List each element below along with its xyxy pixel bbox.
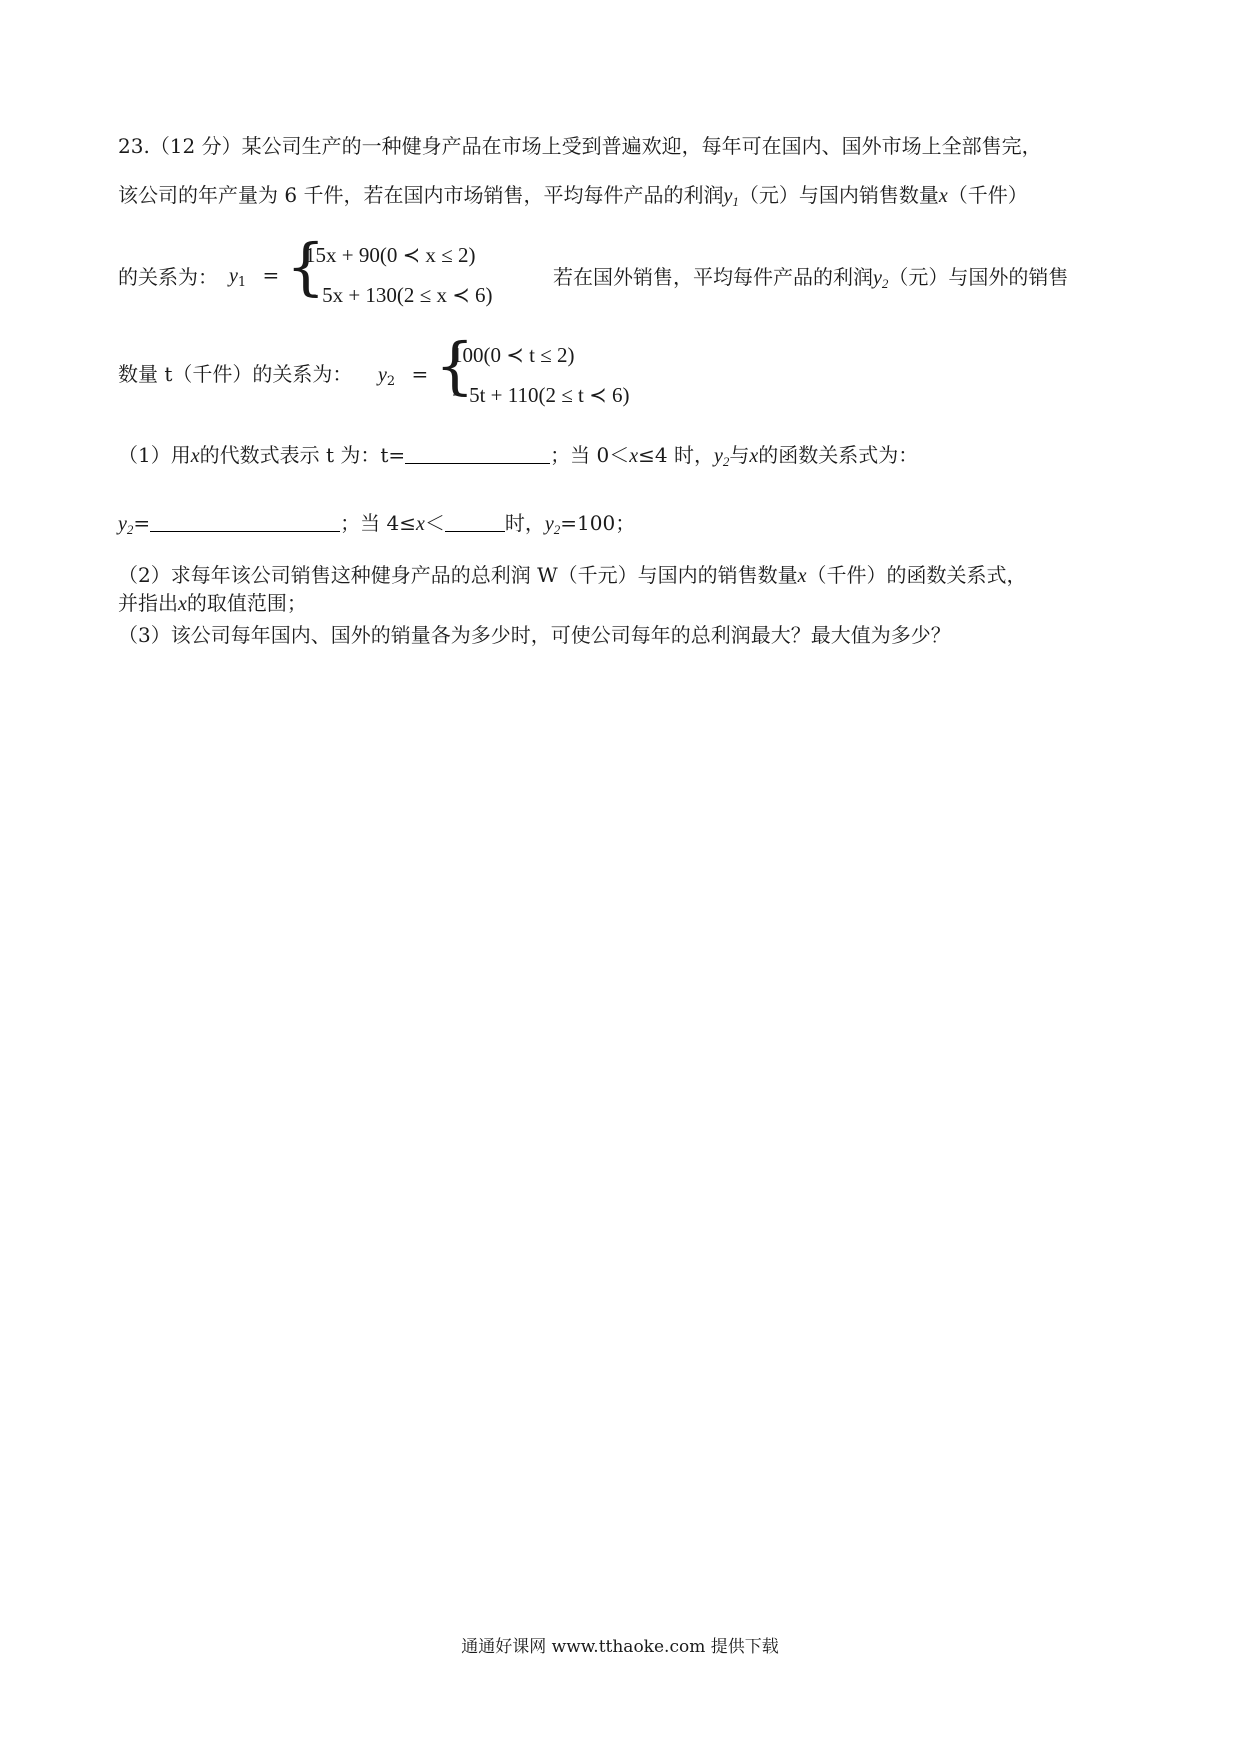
math-var: x — [629, 445, 639, 467]
question-text: 数量 t（千件）的关系为： — [118, 362, 353, 386]
part-text: （3）该公司每年国内、国外的销量各为多少时，可使公司每年的总利润最大？最大值为多少？ — [118, 623, 951, 647]
part-text: ＜ — [424, 511, 445, 535]
part1-line-2 — [118, 509, 635, 544]
part2-line-2 — [118, 589, 307, 618]
part3-line — [118, 621, 951, 649]
question-intro: 某公司生产的一种健身产品在市场上受到普遍欢迎，每年可在国内、国外市场上全部售完， — [241, 134, 1042, 158]
question-line-4 — [118, 360, 352, 388]
math-var: x — [190, 445, 200, 467]
question-text: 该公司的年产量为 6 千件，若在国内市场销售，平均每件产品的利润 — [118, 183, 724, 207]
y1-case-2: − 5x + 130(2 ≤ x ≺ 6) — [305, 283, 493, 307]
y2-case-1: 100(0 ≺ t ≤ 2) — [452, 343, 575, 367]
part-text: 时， — [504, 511, 545, 535]
question-line-2 — [118, 181, 1028, 216]
answer-blank-y2[interactable] — [150, 511, 340, 532]
question-line-3 — [118, 263, 218, 291]
page-footer: 通通好课网 www.tthaoke.com 提供下载 — [461, 1637, 779, 1657]
part-text: 与 — [729, 443, 750, 467]
question-text: 的关系为： — [118, 265, 218, 289]
part-text: 的代数式表示 t 为：t= — [199, 443, 406, 467]
answer-blank-t[interactable] — [405, 443, 550, 464]
y2-case-2: − 5t + 110(2 ≤ t ≺ 6) — [452, 383, 630, 407]
part-text: = — [133, 511, 151, 535]
part-text: （2）求每年该公司销售这种健身产品的总利润 W（千元）与国内的销售数量 — [118, 563, 798, 587]
part-text: 的函数关系式为： — [758, 443, 919, 467]
part-text: （千件）的函数关系式， — [806, 563, 1027, 587]
question-text: 若在国外销售，平均每件产品的利润 — [553, 265, 873, 289]
question-line-3-cont — [553, 263, 1068, 298]
part2-line-1 — [118, 561, 1027, 590]
y2-label: $y_2$ = — [378, 362, 429, 389]
math-var: x — [416, 513, 425, 535]
y1-label: $y_1$ = — [229, 263, 280, 290]
question-text: （元）与国外的销售 — [888, 265, 1069, 289]
math-var: $y_1$ — [723, 185, 739, 209]
math-var: x — [797, 565, 807, 587]
question-number: 23. — [118, 134, 150, 158]
math-var: $y_2$ — [714, 445, 730, 469]
math-var: $y_2$ — [544, 513, 561, 537]
math-var: x — [938, 185, 948, 207]
question-points: （12 分） — [149, 134, 242, 158]
question-text: （千件） — [947, 183, 1028, 207]
part1-line-1 — [118, 441, 918, 476]
question-line-1 — [118, 132, 1042, 160]
part-text: =100； — [560, 511, 636, 535]
math-var: x — [749, 445, 759, 467]
part-text: 的取值范围； — [186, 591, 307, 615]
part-text: 并指出 — [118, 591, 178, 615]
part-text: ≤4 时， — [638, 443, 714, 467]
brace-icon: { — [286, 230, 326, 303]
part-text: （1）用 — [118, 443, 191, 467]
answer-blank-range[interactable] — [445, 511, 505, 532]
math-var: x — [178, 593, 187, 615]
brace-icon: { — [435, 329, 475, 402]
part-text: ；当 0＜ — [550, 443, 630, 467]
part-text: ；当 4≤ — [340, 511, 416, 535]
question-text: （元）与国内销售数量 — [738, 183, 939, 207]
math-var: $y_2$ — [118, 513, 134, 537]
y1-case-1: 15x + 90(0 ≺ x ≤ 2) — [305, 243, 476, 267]
math-var: $y_2$ — [873, 267, 889, 291]
